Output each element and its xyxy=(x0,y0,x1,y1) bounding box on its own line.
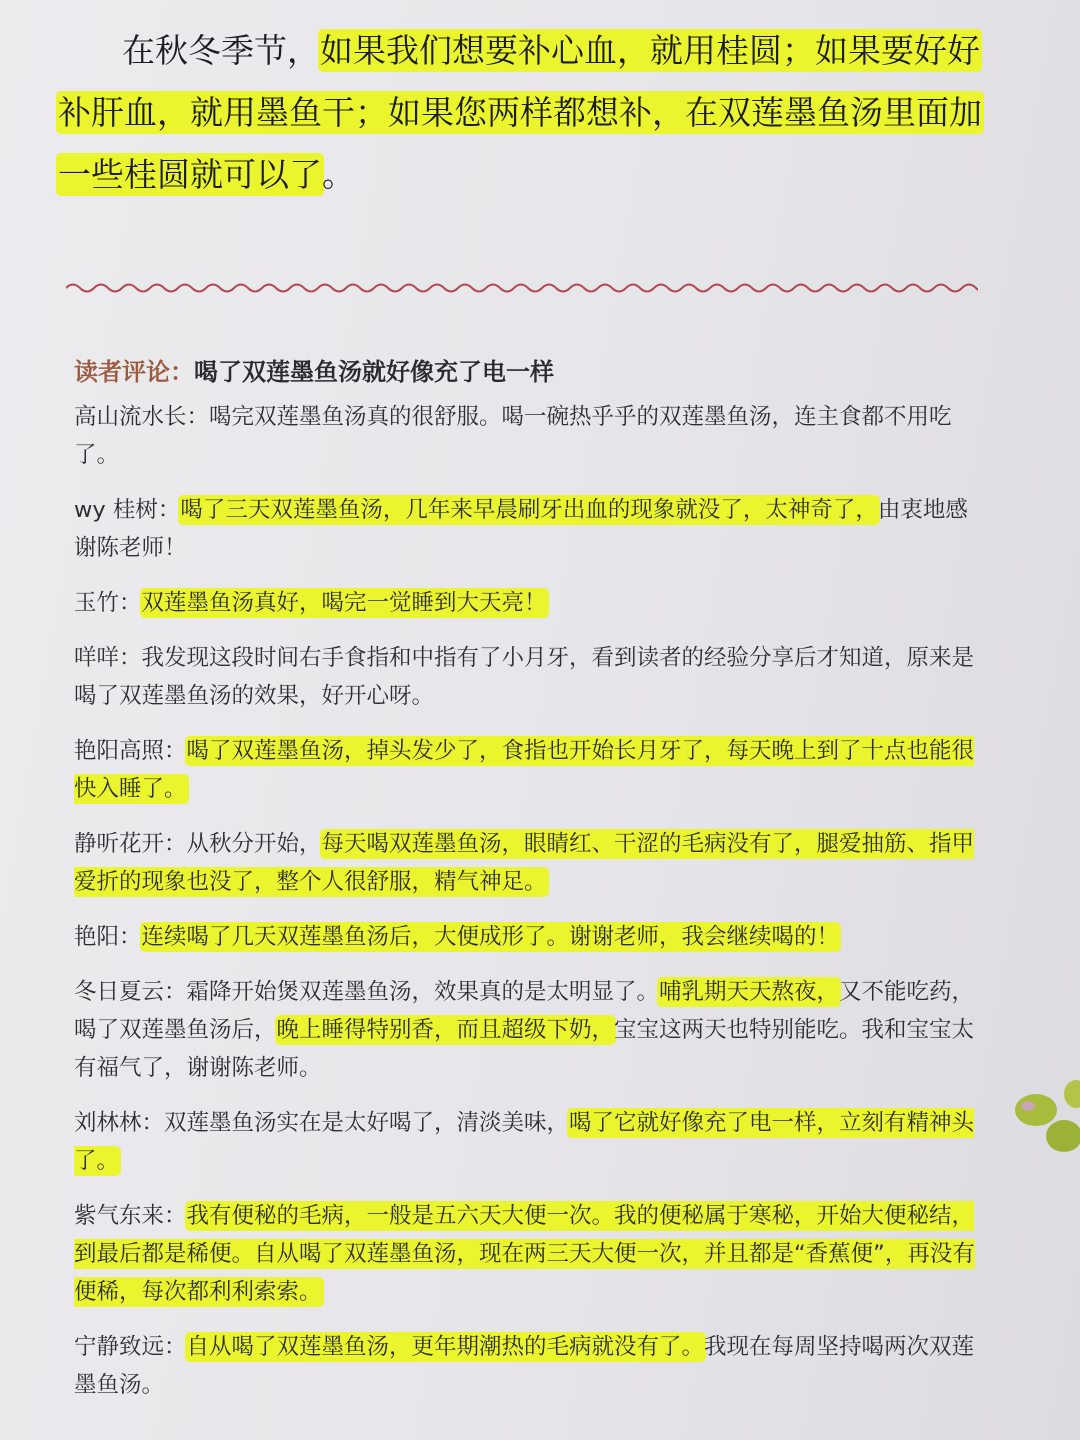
comment-author: 艳阳高照： xyxy=(74,738,187,764)
highlighted-text: 喝了三天双莲墨鱼汤，几年来早晨刷牙出血的现象就没了，太神奇了， xyxy=(180,497,878,523)
comment-item xyxy=(74,918,984,956)
comment-item xyxy=(74,1104,984,1180)
decorative-dots xyxy=(1014,1070,1080,1160)
highlighted-text: 自从喝了双莲墨鱼汤，更年期潮热的毛病就没有了。 xyxy=(186,1334,705,1360)
comment-author: 静听花开： xyxy=(74,831,187,857)
comment-author: 玉竹： xyxy=(74,590,142,616)
comment-author: wy 桂树： xyxy=(74,497,181,523)
comment-text: 双莲墨鱼汤实在是太好喝了，清淡美味， xyxy=(164,1110,570,1136)
intro-text: 。 xyxy=(322,155,355,194)
comment-item xyxy=(74,1328,984,1404)
comment-item xyxy=(74,732,984,808)
comment-item xyxy=(74,639,984,715)
comment-item xyxy=(74,1197,984,1311)
comment-text: 又不能吃药，喝了双莲墨鱼汤后， xyxy=(74,979,975,1043)
intro-paragraph xyxy=(58,20,1018,206)
comment-author: 高山流水长： xyxy=(74,404,210,430)
comment-item xyxy=(74,491,984,567)
section-label: 读者评论： xyxy=(74,358,194,386)
highlighted-text: 喝了双莲墨鱼汤，掉头发少了，食指也开始长月牙了，每天晚上到了十点也能很快入睡了。 xyxy=(74,738,975,802)
section-heading: 喝了双莲墨鱼汤就好像充了电一样 xyxy=(194,358,554,386)
intro-line-1 xyxy=(58,20,1018,82)
highlighted-text: 哺乳期天天熬夜， xyxy=(659,979,840,1005)
comment-text: 霜降开始煲双莲墨鱼汤，效果真的是太明显了。 xyxy=(186,979,660,1005)
comment-text: 从秋分开始， xyxy=(186,831,322,857)
comment-item xyxy=(74,973,984,1087)
comment-text: 我现在每周坚持喝两次双莲墨鱼汤。 xyxy=(74,1334,975,1398)
comment-text: 宝宝这两天也特别能吃。我和宝宝太有福气了，谢谢陈老师。 xyxy=(74,1017,975,1081)
wavy-divider xyxy=(66,276,978,300)
comment-item xyxy=(74,825,984,901)
comment-text: 我发现这段时间右手食指和中指有了小月牙，看到读者的经验分享后才知道，原来是喝了双莲墨鱼汤的效果，好开心呀。 xyxy=(74,645,975,709)
highlighted-text: 补肝血，就用墨鱼干；如果您两样都想补，在双莲墨鱼汤里面加 xyxy=(58,93,982,132)
highlighted-text: 喝了它就好像充了电一样，立刻有精神头了。 xyxy=(74,1110,975,1174)
comment-author: 紫气东来： xyxy=(74,1203,187,1229)
comment-text: 由衷地感谢陈老师！ xyxy=(74,497,968,561)
highlighted-text: 如果我们想要补心血，就用桂圆；如果要好好 xyxy=(320,31,980,70)
comment-text: 喝完双莲墨鱼汤真的很舒服。喝一碗热乎乎的双莲墨鱼汤，连主食都不用吃了。 xyxy=(74,404,952,468)
highlighted-text: 每天喝双莲墨鱼汤，眼睛红、干涩的毛病没有了，腿爱抽筋、指甲爱折的现象也没了，整个人很舒服，精气神足。 xyxy=(74,831,975,895)
comment-author: 冬日夏云： xyxy=(74,979,187,1005)
comment-author: 艳阳： xyxy=(74,924,142,950)
comments-list xyxy=(74,398,984,1421)
highlighted-text: 双莲墨鱼汤真好，喝完一觉睡到大天亮！ xyxy=(141,590,547,616)
comment-item xyxy=(74,398,984,474)
section-title xyxy=(74,352,554,387)
comment-item xyxy=(74,584,984,622)
highlighted-text: 一些桂圆就可以了 xyxy=(58,155,322,194)
intro-line-3 xyxy=(58,144,1018,206)
highlighted-text: 晚上睡得特别香，而且超级下奶， xyxy=(276,1017,615,1043)
intro-line-2 xyxy=(58,82,1018,144)
intro-text: 在秋冬季节， xyxy=(122,31,320,70)
highlighted-text: 连续喝了几天双莲墨鱼汤后，大便成形了。谢谢老师，我会继续喝的！ xyxy=(141,924,840,950)
comment-author: 宁静致远： xyxy=(74,1334,187,1360)
comment-author: 咩咩： xyxy=(74,645,142,671)
comment-author: 刘林林： xyxy=(74,1110,165,1136)
highlighted-text: 我有便秘的毛病，一般是五六天大便一次。我的便秘属于寒秘，开始大便秘结，到最后都是稀便。自从喝了双莲墨鱼汤，现在两三天大便一次，并且都是“香蕉便”，再没有便稀，每次都利利索索。 xyxy=(74,1203,975,1305)
